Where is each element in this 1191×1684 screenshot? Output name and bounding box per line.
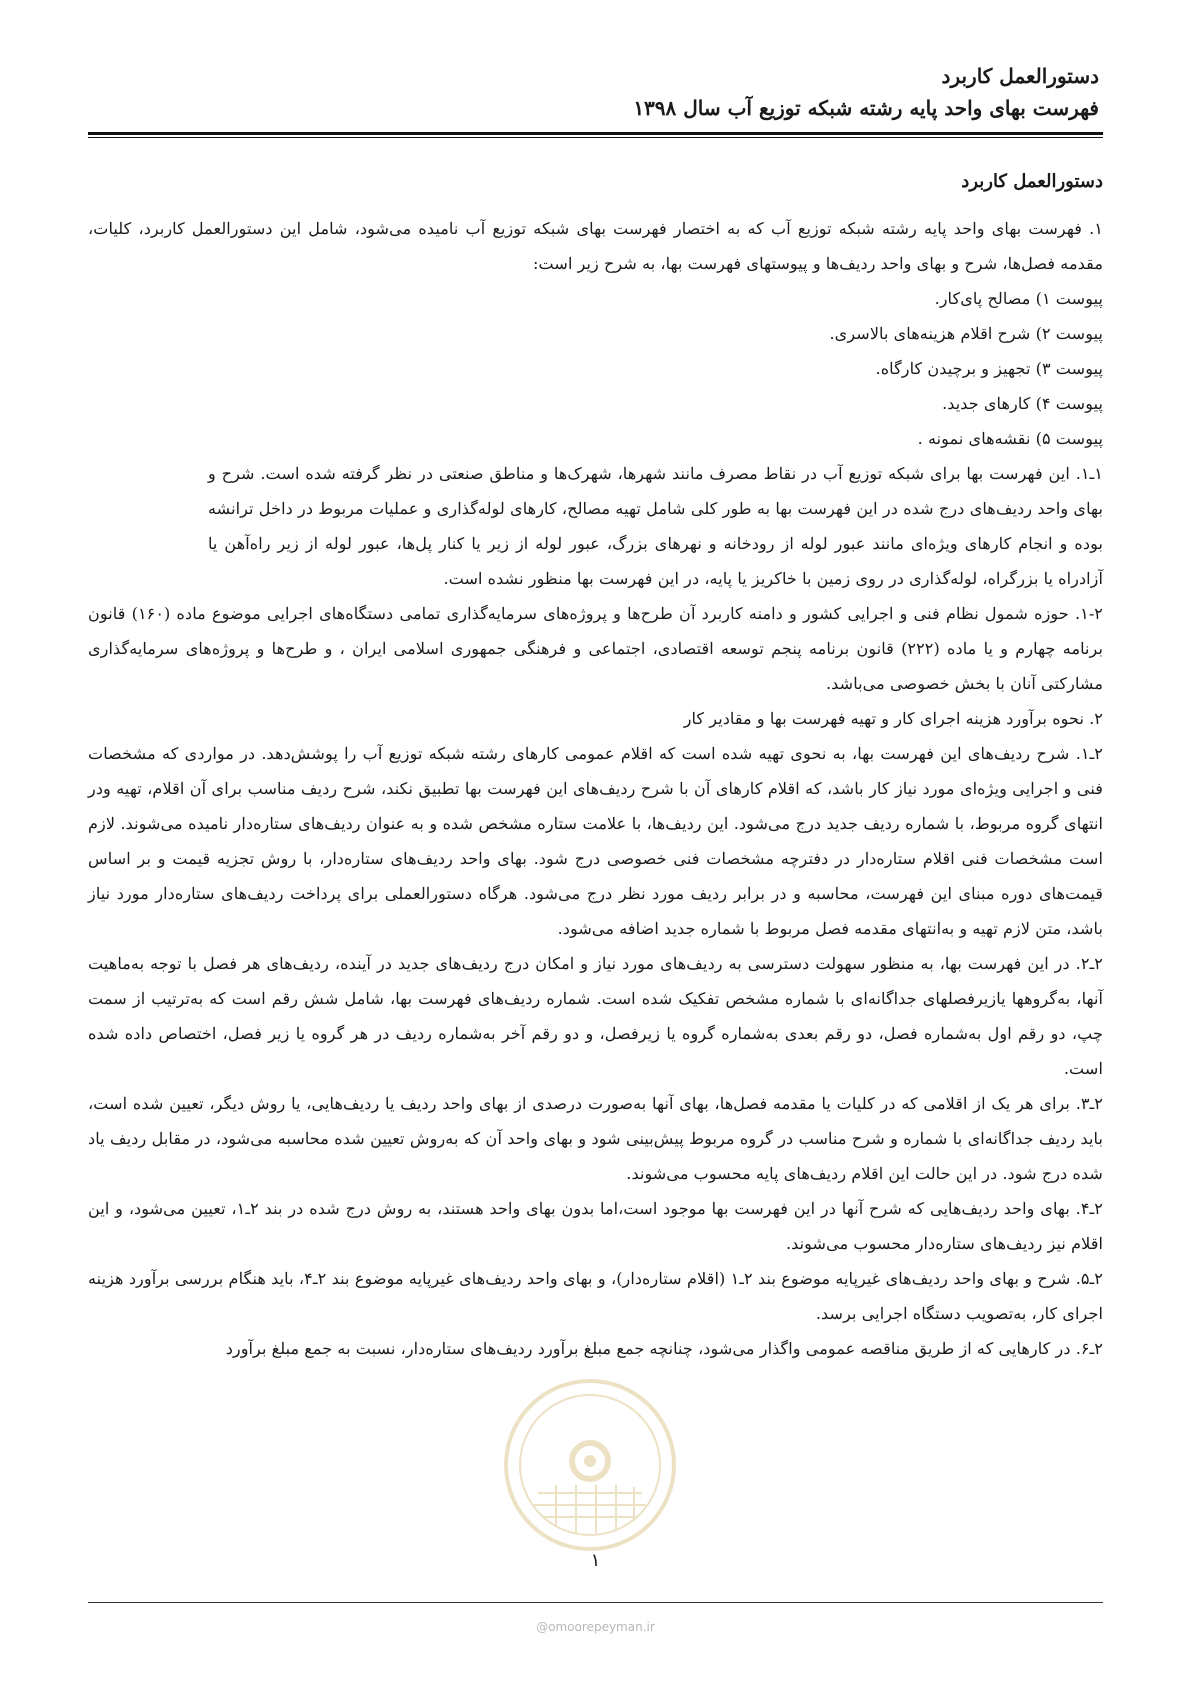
header-title: دستورالعمل کاربرد — [941, 64, 1099, 88]
paragraph-2-heading: ۲. نحوه برآورد هزینه اجرای کار و تهیه فهرست بها و مقادیر کار — [683, 709, 1103, 728]
watermark-logo-icon — [500, 1375, 680, 1555]
attachment-item: پیوست ۵) نقشه‌های نمونه . — [917, 429, 1103, 448]
paragraph-2-2: ۲ـ۲. در این فهرست بها، به منظور سهولت دسترسی به ردیف‌های مورد نیاز و امکان درج ردیف‌های جدید در آینده، ردیف‌های هر فصل با توجه به‌ماهیت آنها، به‌گروهها یازیرفصلهای جداگانه‌ای با شماره مشخص تفکیک شده است. شماره ردیف‌های فهرست بها، شامل شش رقم است که به‌ترتیب از سمت چپ، دو رقم اول به‌شماره فصل، دو رقم بعدی به‌شماره گروه یا زیرفصل، و دو رقم آخر به‌شماره ردیف در هر گروه یا زیر فصل، اختصاص داده شده است. — [88, 954, 1103, 1078]
attachment-item: پیوست ۲) شرح اقلام هزینه‌های بالاسری. — [829, 324, 1103, 343]
paragraph-2-3: ۲ـ۳. برای هر یک از اقلامی که در کلیات یا مقدمه فصل‌ها، بهای آنها به‌صورت درصدی از بهای واحد ردیف یا ردیف‌هایی، یا روش دیگر، تعیین شده است، باید ردیف جداگانه‌ای با شماره و شرح مناسب در گروه مربوط پیش‌بینی شود و بهای واحد آن که به‌روش تعیین شده محاسبه می‌شود، در مقابل ردیف یاد شده درج شود. در این حالت این اقلام ردیف‌های پایه محسوب می‌شوند. — [88, 1094, 1103, 1183]
section-title: دستورالعمل کاربرد — [961, 171, 1103, 192]
attachment-item: پیوست ۴) کارهای جدید. — [942, 394, 1103, 413]
header-divider-thick — [88, 132, 1103, 135]
paragraph-2-6: ۲ـ۶. در کارهایی که از طریق مناقصه عمومی واگذار می‌شود، چنانچه جمع مبلغ برآورد ردیف‌های ستاره‌دار، نسبت به جمع مبلغ برآورد — [225, 1339, 1103, 1358]
page-number: ۱ — [590, 1550, 601, 1571]
paragraph-1: ۱. فهرست بهای واحد پایه رشته شبکه توزیع آب که به اختصار فهرست بهای شبکه توزیع آب نامیده می‌شود، شامل این دستورالعمل کاربرد، کلیات، مقدمه فصل‌ها، شرح و بهای واحد ردیف‌ها و پیوستهای فهرست بها، به شرح زیر است: — [88, 219, 1103, 273]
footer-url: @omoorepeyman.ir — [536, 1620, 655, 1634]
paragraph-1-2: ۱-۲. حوزه شمول نظام فنی و اجرایی کشور و دامنه کاربرد آن طرح‌ها و پروژه‌های سرمایه‌گذاری تمامی دستگاه‌های اجرایی موضوع ماده (۱۶۰) قانون برنامه چهارم و یا ماده (۲۲۲) قانون برنامه پنجم توسعه اقتصادی، اجتماعی و فرهنگی جمهوری اسلامی ایران ، و طرح‌ها و پروژه‌های سرمایه‌گذاری مشارکتی آنان با بخش خصوصی می‌باشد. — [88, 604, 1103, 693]
document-body — [88, 164, 1103, 1366]
header-divider-thin — [88, 137, 1103, 138]
header-subtitle: فهرست بهای واحد پایه رشته شبکه توزیع آب سال ۱۳۹۸ — [633, 96, 1099, 120]
paragraph-2-1: ۲ـ۱. شرح ردیف‌های این فهرست بها، به نحوی تهیه شده است که اقلام عمومی کارهای رشته شبکه توزیع آب را پوشش‌دهد. در مواردی که مشخصات فنی و اجرایی ویژه‌ای مورد نیاز کار باشد، که اقلام کارهای آن با شرح ردیف‌های این فهرست بها تطبیق نکند، شرح ردیف مناسب برای آن اقلام، تهیه ودر انتهای گروه مربوط، با شماره ردیف جدید درج می‌شود. این ردیف‌ها، با علامت ستاره مشخص شده و به عنوان ردیف‌های ستاره‌دار نامیده می‌شوند. لازم است مشخصات فنی اقلام ستاره‌دار در دفترچه مشخصات فنی خصوصی درج شود. بهای واحد ردیف‌های ستاره‌دار، با روش تجزیه قیمت و بر اساس قیمت‌های دوره مبنای این فهرست، محاسبه و در برابر ردیف مورد نظر درج می‌شود. هرگاه دستورالعملی برای پرداخت ردیف‌های ستاره‌دار مورد نیاز باشد، متن لازم تهیه و به‌انتهای مقدمه فصل مربوط با شماره جدید اضافه می‌شود. — [88, 744, 1103, 938]
attachment-item: پیوست ۱) مصالح پای‌کار. — [934, 289, 1103, 308]
page-header — [92, 60, 1099, 124]
footer-divider — [88, 1602, 1103, 1603]
attachment-item: پیوست ۳) تجهیز و برچیدن کارگاه. — [875, 359, 1103, 378]
paragraph-2-5: ۲ـ۵. شرح و بهای واحد ردیف‌های غیرپایه موضوع بند ۲ـ۱ (اقلام ستاره‌دار)، و بهای واحد ردیف‌های غیرپایه موضوع بند ۲ـ۴، باید هنگام بررسی برآورد هزینه اجرای کار، به‌تصویب دستگاه اجرایی برسد. — [88, 1269, 1103, 1323]
paragraph-2-4: ۲ـ۴. بهای واحد ردیف‌هایی که شرح آنها در این فهرست بها موجود است،اما بدون بهای واحد هستند، به روش درج شده در بند ۲ـ۱، تعیین می‌شود، و این اقلام نیز ردیف‌های ستاره‌دار محسوب می‌شوند. — [88, 1199, 1103, 1253]
paragraph-1-1: ۱ـ۱. این فهرست بها برای شبکه توزیع آب در نقاط مصرف مانند شهرها، شهرک‌ها و مناطق صنعتی در نظر گرفته شده است. شرح و بهای واحد ردیف‌های درج شده در این فهرست بها به طور کلی شامل تهیه مصالح، کارهای لوله‌گذاری و عملیات مربوط در داخل ترانشه بوده و انجام کارهای ویژه‌ای مانند عبور لوله از رودخانه و نهرهای بزرگ، عبور لوله از زیر یا کنار پل‌ها، عبور لوله از زیر راه‌آهن یا آزادراه یا بزرگراه، لوله‌گذاری در روی زمین با خاکریز یا پایه، در این فهرست بها منظور نشده است. — [208, 464, 1103, 588]
